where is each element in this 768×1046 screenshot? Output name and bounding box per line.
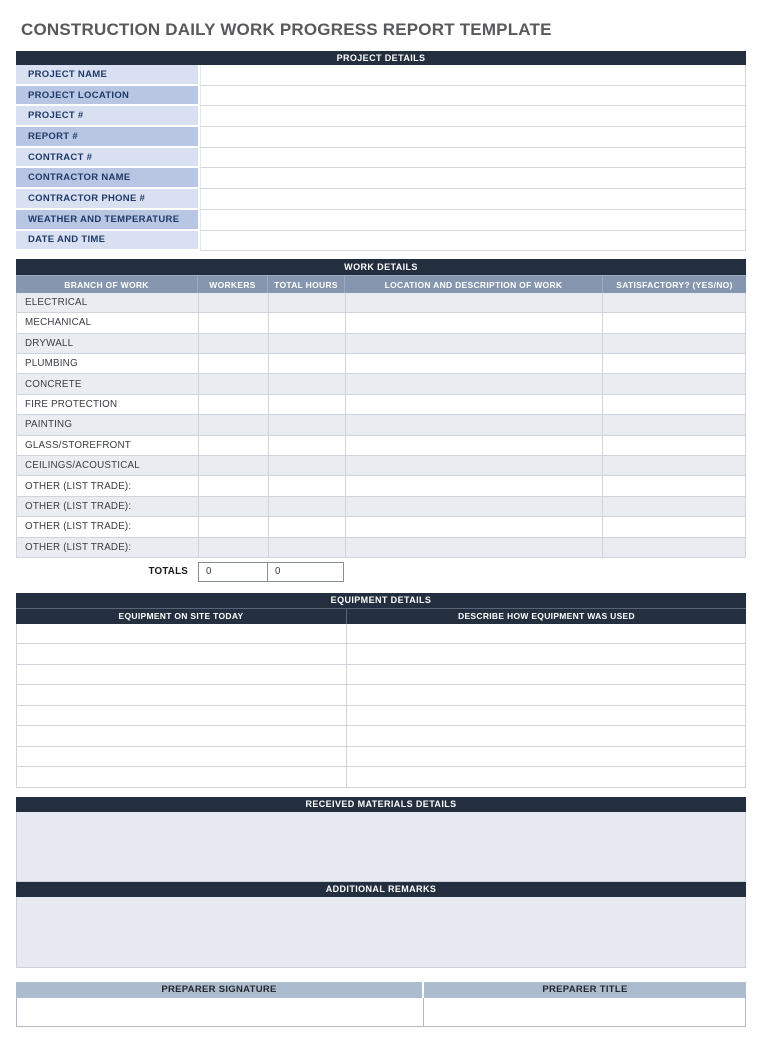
received-materials-header: RECEIVED MATERIALS DETAILS	[16, 797, 746, 812]
contractor-name-input[interactable]	[200, 168, 746, 189]
satisfactory-cell[interactable]	[603, 334, 746, 353]
location-cell[interactable]	[346, 395, 604, 414]
work-details-column-header	[16, 275, 746, 293]
project-field-row	[16, 148, 746, 169]
location-cell[interactable]	[346, 374, 604, 393]
project-details-section	[16, 51, 746, 251]
workers-cell[interactable]	[199, 313, 269, 332]
table-row	[16, 538, 746, 558]
equipment-row	[16, 726, 746, 747]
workers-cell[interactable]	[199, 395, 269, 414]
total-hours-cell[interactable]	[269, 354, 346, 373]
work-details-section	[16, 259, 746, 582]
col-branch-of-work: BRANCH OF WORK	[16, 275, 198, 293]
equipment-name-cell[interactable]	[17, 624, 347, 644]
satisfactory-cell[interactable]	[603, 538, 746, 557]
branch-label: GLASS/STOREFRONT	[17, 436, 199, 455]
workers-cell[interactable]	[199, 517, 269, 536]
totals-label: TOTALS	[148, 566, 188, 578]
preparer-header-row	[16, 982, 746, 998]
additional-remarks-input[interactable]	[16, 897, 746, 968]
project-name-label: PROJECT NAME	[16, 65, 198, 86]
date-time-label: DATE AND TIME	[16, 231, 198, 252]
col-equipment-usage: DESCRIBE HOW EQUIPMENT WAS USED	[458, 611, 635, 622]
location-cell[interactable]	[346, 415, 604, 434]
total-hours-cell[interactable]	[269, 374, 346, 393]
equipment-row	[16, 747, 746, 768]
workers-cell[interactable]	[199, 334, 269, 353]
contractor-phone-label: CONTRACTOR PHONE #	[16, 189, 198, 210]
location-cell[interactable]	[346, 313, 604, 332]
equipment-details-header: EQUIPMENT DETAILS	[16, 593, 746, 608]
page-title: CONSTRUCTION DAILY WORK PROGRESS REPORT TEMPLATE	[21, 20, 552, 39]
equipment-name-cell[interactable]	[17, 685, 347, 705]
satisfactory-cell[interactable]	[603, 293, 746, 312]
total-hours-cell[interactable]	[269, 517, 346, 536]
total-hours-cell[interactable]	[269, 293, 346, 312]
equipment-usage-cell[interactable]	[347, 747, 745, 767]
location-cell[interactable]	[346, 354, 604, 373]
location-cell[interactable]	[346, 538, 604, 557]
preparer-signature-label: PREPARER SIGNATURE	[16, 982, 424, 998]
project-field-row	[16, 231, 746, 252]
equipment-row	[16, 644, 746, 665]
branch-label: DRYWALL	[17, 334, 199, 353]
table-row	[16, 415, 746, 435]
weather-temperature-input[interactable]	[200, 210, 746, 231]
workers-cell[interactable]	[199, 456, 269, 475]
contractor-phone-input[interactable]	[200, 189, 746, 210]
totals-workers-value: 0	[198, 562, 268, 582]
total-hours-cell[interactable]	[269, 476, 346, 495]
table-row	[16, 476, 746, 496]
table-row	[16, 334, 746, 354]
satisfactory-cell[interactable]	[603, 436, 746, 455]
branch-label: PLUMBING	[17, 354, 199, 373]
branch-label: ELECTRICAL	[17, 293, 199, 312]
equipment-row	[16, 624, 746, 645]
project-field-row	[16, 86, 746, 107]
project-field-row	[16, 210, 746, 231]
received-materials-section	[16, 797, 746, 968]
satisfactory-cell[interactable]	[603, 456, 746, 475]
project-number-label: PROJECT #	[16, 106, 198, 127]
table-row	[16, 497, 746, 517]
project-name-input[interactable]	[200, 65, 746, 86]
satisfactory-cell[interactable]	[603, 374, 746, 393]
table-row	[16, 456, 746, 476]
branch-label: FIRE PROTECTION	[17, 395, 199, 414]
satisfactory-cell[interactable]	[603, 415, 746, 434]
location-cell[interactable]	[346, 497, 604, 516]
branch-label: OTHER (LIST TRADE):	[17, 538, 199, 557]
location-cell[interactable]	[346, 293, 604, 312]
project-field-row	[16, 189, 746, 210]
branch-label: CONCRETE	[17, 374, 199, 393]
satisfactory-cell[interactable]	[603, 517, 746, 536]
equipment-name-cell[interactable]	[17, 644, 347, 664]
date-time-input[interactable]	[200, 231, 746, 252]
workers-cell[interactable]	[199, 436, 269, 455]
satisfactory-cell[interactable]	[603, 395, 746, 414]
location-cell[interactable]	[346, 334, 604, 353]
branch-label: PAINTING	[17, 415, 199, 434]
equipment-name-cell[interactable]	[17, 767, 347, 787]
totals-hours-value: 0	[267, 562, 344, 582]
workers-cell[interactable]	[199, 415, 269, 434]
equipment-usage-cell[interactable]	[347, 706, 745, 726]
equipment-row	[16, 706, 746, 727]
project-field-row	[16, 106, 746, 127]
satisfactory-cell[interactable]	[603, 476, 746, 495]
equipment-usage-cell[interactable]	[347, 644, 745, 664]
contract-number-input[interactable]	[200, 148, 746, 169]
workers-cell[interactable]	[199, 538, 269, 557]
equipment-usage-cell[interactable]	[347, 726, 745, 746]
col-equipment-on-site: EQUIPMENT ON SITE TODAY	[16, 609, 347, 624]
equipment-column-header	[16, 608, 746, 624]
contract-number-label: CONTRACT #	[16, 148, 198, 169]
table-row	[16, 374, 746, 394]
equipment-name-cell[interactable]	[17, 747, 347, 767]
total-hours-cell[interactable]	[269, 456, 346, 475]
workers-cell[interactable]	[199, 497, 269, 516]
preparer-section	[16, 982, 746, 1027]
col-location-description: LOCATION AND DESCRIPTION OF WORK	[345, 275, 603, 293]
equipment-name-cell[interactable]	[17, 665, 347, 685]
received-materials-input[interactable]	[16, 812, 746, 882]
location-cell[interactable]	[346, 436, 604, 455]
equipment-name-cell[interactable]	[17, 726, 347, 746]
project-number-input[interactable]	[200, 106, 746, 127]
col-total-hours: TOTAL HOURS	[268, 275, 345, 293]
project-field-row	[16, 65, 746, 86]
totals-row	[16, 562, 746, 582]
workers-cell[interactable]	[199, 293, 269, 312]
table-row	[16, 517, 746, 537]
table-row	[16, 293, 746, 313]
project-location-label: PROJECT LOCATION	[16, 86, 198, 107]
total-hours-cell[interactable]	[269, 415, 346, 434]
satisfactory-cell[interactable]	[603, 354, 746, 373]
equipment-usage-cell[interactable]	[347, 624, 745, 644]
location-cell[interactable]	[346, 476, 604, 495]
branch-label: OTHER (LIST TRADE):	[17, 517, 199, 536]
preparer-signature-input[interactable]	[17, 998, 424, 1026]
satisfactory-cell[interactable]	[603, 313, 746, 332]
equipment-usage-cell[interactable]	[347, 685, 745, 705]
total-hours-cell[interactable]	[269, 538, 346, 557]
branch-label: OTHER (LIST TRADE):	[17, 497, 199, 516]
equipment-row	[16, 767, 746, 788]
project-details-header: PROJECT DETAILS	[16, 51, 746, 65]
location-cell[interactable]	[346, 456, 604, 475]
table-row	[16, 313, 746, 333]
equipment-row	[16, 665, 746, 686]
report-number-label: REPORT #	[16, 127, 198, 148]
project-field-row	[16, 127, 746, 148]
weather-temperature-label: WEATHER AND TEMPERATURE	[16, 210, 198, 231]
preparer-title-label: PREPARER TITLE	[424, 982, 746, 998]
equipment-usage-cell[interactable]	[347, 767, 745, 787]
work-details-header: WORK DETAILS	[16, 259, 746, 275]
table-row	[16, 436, 746, 456]
preparer-title-input[interactable]	[424, 998, 745, 1026]
col-workers: WORKERS	[198, 275, 268, 293]
workers-cell[interactable]	[199, 374, 269, 393]
total-hours-cell[interactable]	[269, 497, 346, 516]
workers-cell[interactable]	[199, 354, 269, 373]
table-row	[16, 354, 746, 374]
project-field-row	[16, 168, 746, 189]
preparer-body-row	[16, 998, 746, 1027]
total-hours-cell[interactable]	[269, 436, 346, 455]
branch-label: MECHANICAL	[17, 313, 199, 332]
total-hours-cell[interactable]	[269, 334, 346, 353]
branch-label: CEILINGS/ACOUSTICAL	[17, 456, 199, 475]
col-satisfactory: SATISFACTORY? (YES/NO)	[603, 275, 746, 293]
branch-label: OTHER (LIST TRADE):	[17, 476, 199, 495]
equipment-details-section	[16, 593, 746, 788]
location-cell[interactable]	[346, 517, 604, 536]
table-row	[16, 395, 746, 415]
satisfactory-cell[interactable]	[603, 497, 746, 516]
additional-remarks-header: ADDITIONAL REMARKS	[16, 882, 746, 897]
equipment-usage-cell[interactable]	[347, 665, 745, 685]
total-hours-cell[interactable]	[269, 313, 346, 332]
project-location-input[interactable]	[200, 86, 746, 107]
contractor-name-label: CONTRACTOR NAME	[16, 168, 198, 189]
report-number-input[interactable]	[200, 127, 746, 148]
total-hours-cell[interactable]	[269, 395, 346, 414]
equipment-name-cell[interactable]	[17, 706, 347, 726]
workers-cell[interactable]	[199, 476, 269, 495]
equipment-row	[16, 685, 746, 706]
